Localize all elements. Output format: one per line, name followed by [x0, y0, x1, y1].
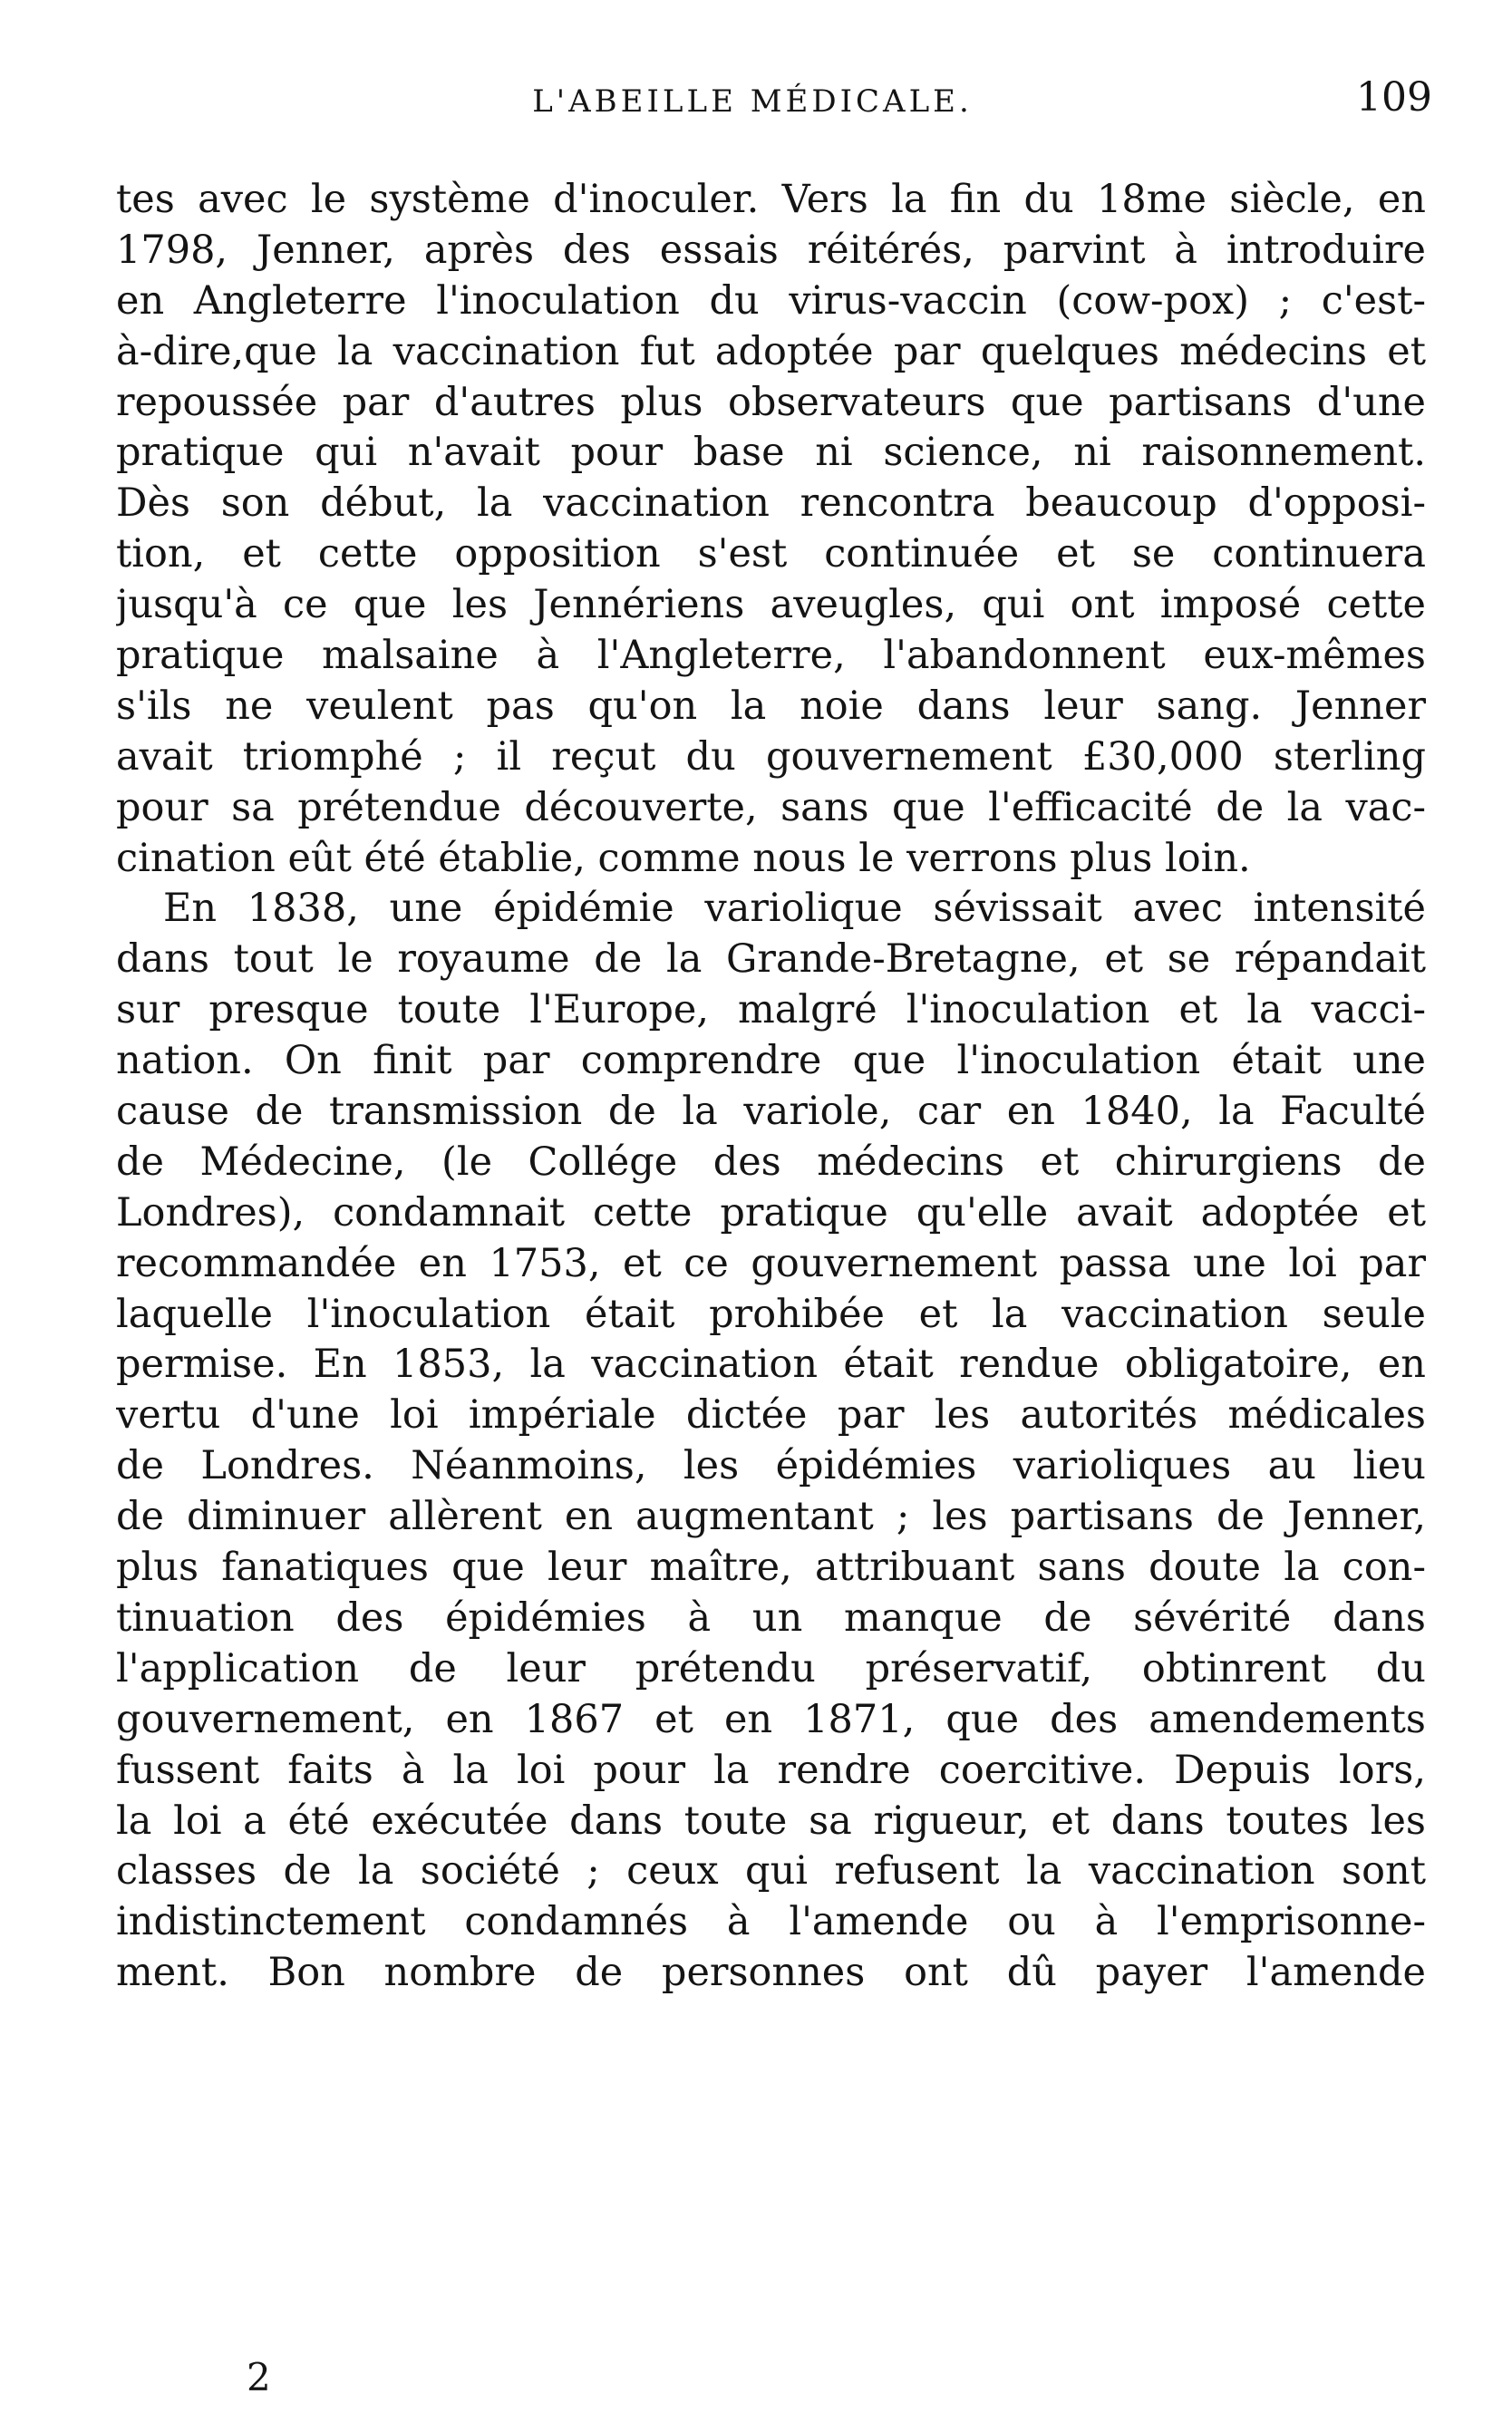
text-line: sur presque toute l'Europe, malgré l'inoculation et la vacci-: [116, 987, 1426, 1033]
text-line: gouvernement, en 1867 et en 1871, que des amendements: [116, 1696, 1426, 1742]
page-number: 109: [1356, 74, 1432, 121]
text-line: pour sa prétendue découverte, sans que l'efficacité de la vac-: [116, 784, 1426, 830]
text-line: cause de transmission de la variole, car en 1840, la Faculté: [116, 1089, 1426, 1135]
text-line: fussent faits à la loi pour la rendre coercitive. Depuis lors,: [116, 1747, 1426, 1793]
text-line: tes avec le système d'inoculer. Vers la fin du 18me siècle, en: [116, 177, 1426, 222]
text-line: En 1838, une épidémie variolique sévissait avec intensité: [163, 886, 1426, 932]
text-line: jusqu'à ce que les Jennériens aveugles, qui ont imposé cette: [116, 582, 1426, 628]
text-line: plus fanatiques que leur maître, attribuant sans doute la con-: [116, 1545, 1426, 1591]
text-line: Dès son début, la vaccination rencontra beaucoup d'opposi-: [116, 480, 1426, 527]
text-line: avait triomphé ; il reçut du gouvernement £30,000 sterling: [116, 733, 1426, 780]
text-line: indistinctement condamnés à l'amende ou à l'emprisonne-: [116, 1899, 1426, 1945]
text-line: pratique malsaine à l'Angleterre, l'abandonnent eux-mêmes: [116, 633, 1426, 679]
running-title: L'ABEILLE MÉDICALE.: [532, 83, 973, 120]
text-line: ment. Bon nombre de personnes ont dû payer l'amende: [116, 1950, 1426, 1996]
text-line: de Médecine, (le Collége des médecins et chirurgiens de: [116, 1139, 1426, 1185]
paragraph-1: [116, 175, 1426, 884]
text-line: pratique qui n'avait pour base ni science, ni raisonnement.: [116, 430, 1426, 476]
text-line: recommandée en 1753, et ce gouvernement passa une loi par: [116, 1240, 1426, 1286]
text-line: Londres), condamnait cette pratique qu'elle avait adoptée et: [116, 1189, 1426, 1236]
text-line: de diminuer allèrent en augmentant ; les partisans de Jenner,: [116, 1494, 1426, 1540]
text-line: s'ils ne veulent pas qu'on la noie dans leur sang. Jenner: [116, 683, 1426, 729]
text-line: classes de la société ; ceux qui refusent la vaccination sont: [116, 1848, 1426, 1895]
text-line: la loi a été exécutée dans toute sa rigueur, et dans toutes les: [116, 1798, 1426, 1844]
text-line: l'application de leur prétendu préservatif, obtinrent du: [116, 1645, 1426, 1691]
text-line: tinuation des épidémies à un manque de sévérité dans: [116, 1594, 1426, 1641]
body-text: [116, 175, 1426, 1999]
text-line: laquelle l'inoculation était prohibée et la vaccination seule: [116, 1291, 1426, 1337]
text-line: de Londres. Néanmoins, les épidémies varioliques au lieu: [116, 1443, 1426, 1489]
text-line: repoussée par d'autres plus observateurs que partisans d'une: [116, 379, 1426, 425]
text-line: dans tout le royaume de la Grande-Bretagne, et se répandait: [116, 936, 1426, 983]
text-line: permise. En 1853, la vaccination était rendue obligatoire, en: [116, 1342, 1426, 1388]
signature-mark: 2: [247, 2355, 271, 2399]
text-line: en Angleterre l'inoculation du virus-vaccin (cow-pox) ; c'est-: [116, 277, 1426, 324]
text-line: tion, et cette opposition s'est continuée et se continuera: [116, 531, 1426, 577]
page-header: [0, 73, 1512, 145]
text-line: vertu d'une loi impériale dictée par les autorités médicales: [116, 1392, 1426, 1439]
paragraph-2: [116, 884, 1426, 1999]
text-line: 1798, Jenner, après des essais réitérés, parvint à introduire: [116, 227, 1426, 273]
text-line: cination eût été établie, comme nous le verrons plus loin.: [116, 835, 1251, 881]
text-line: à-dire,que la vaccination fut adoptée par quelques médecins et: [116, 328, 1426, 374]
text-line: nation. On finit par comprendre que l'inoculation était une: [116, 1038, 1426, 1084]
